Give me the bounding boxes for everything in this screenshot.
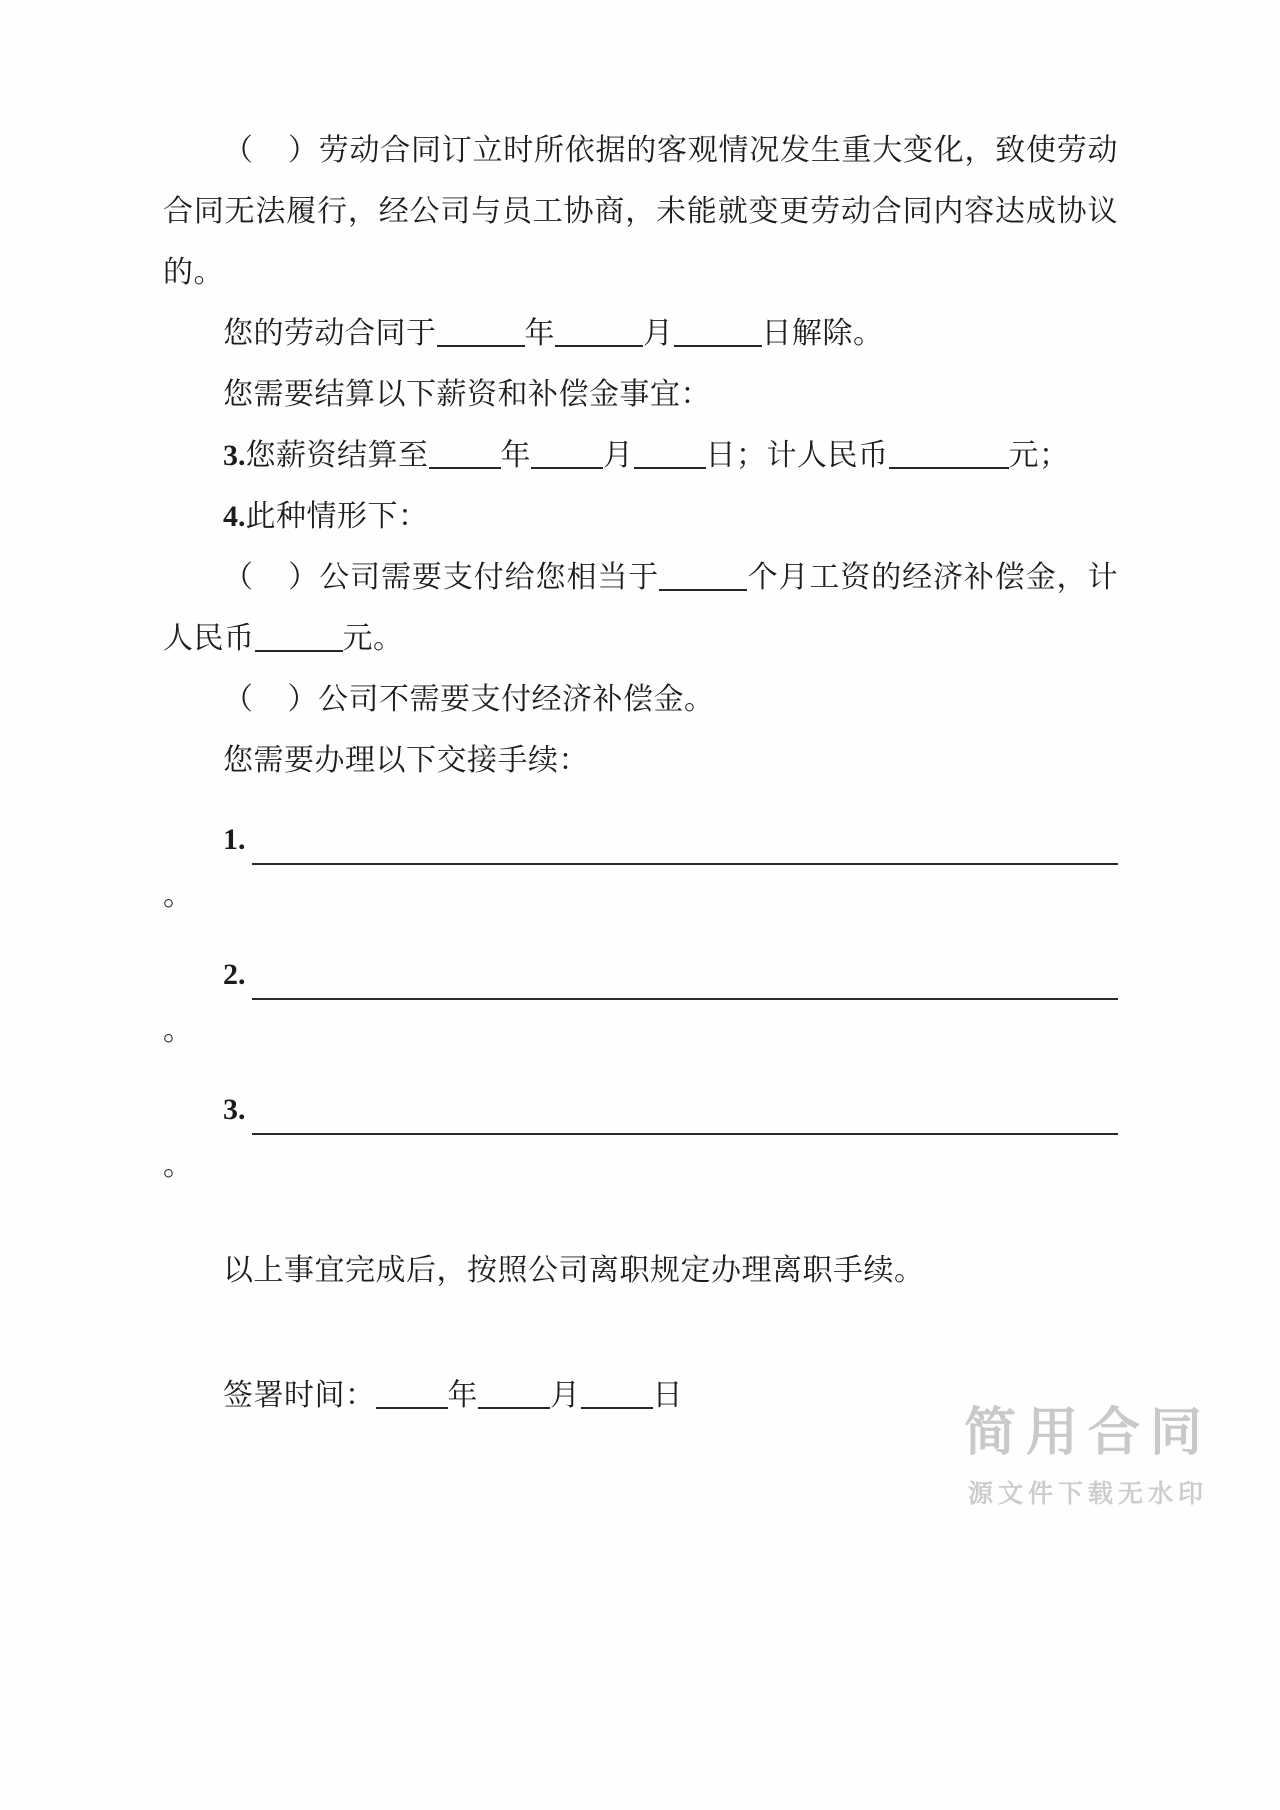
spacer (163, 1301, 1118, 1365)
termination-month-blank[interactable] (555, 318, 643, 347)
paragraph-clause-objective-change (163, 120, 1118, 303)
unit-day-suffix: 日解除。 (761, 317, 884, 350)
termination-day-blank[interactable] (674, 318, 762, 347)
handover-period-2: 。 (163, 1014, 193, 1047)
signature-label: 签署时间： (223, 1379, 376, 1412)
compensation-lead: 公司需要支付给您相当于 (319, 561, 660, 594)
paragraph-salary-settlement (163, 425, 1118, 486)
compensation-months-blank[interactable] (659, 562, 747, 591)
termination-year-blank[interactable] (437, 318, 525, 347)
signature-unit-day: 日 (652, 1379, 683, 1412)
salary-amount-lead: 日；计人民币 (705, 439, 889, 472)
unit-month: 月 (643, 317, 674, 350)
handover-item-1[interactable] (163, 815, 1118, 865)
handover-input-1[interactable] (252, 825, 1119, 865)
salary-day-blank[interactable] (634, 440, 706, 469)
paragraph-closing: 以上事宜完成后，按照公司离职规定办理离职手续。 (223, 1254, 925, 1287)
signature-year-blank[interactable] (376, 1380, 448, 1409)
handover-index-2: 2. (223, 958, 246, 991)
watermark (964, 1403, 1212, 1510)
list-number-3: 3. (223, 439, 246, 472)
salary-settlement-lead: 您薪资结算至 (245, 439, 429, 472)
document-body (163, 120, 1118, 1426)
handover-input-2[interactable] (252, 960, 1119, 1000)
salary-year-blank[interactable] (429, 440, 501, 469)
list-number-4: 4. (223, 500, 246, 533)
paragraph-settlement-intro: 您需要结算以下薪资和补偿金事宜： (223, 378, 711, 411)
compensation-amount-blank[interactable] (255, 623, 343, 652)
paren-close: ） (287, 134, 319, 167)
handover-input-3[interactable] (252, 1095, 1119, 1135)
signature-unit-month: 月 (550, 1379, 581, 1412)
watermark-brand: 简用合同 (963, 1403, 1212, 1462)
paragraph-compensation-payable (163, 547, 1118, 669)
handover-period-1: 。 (163, 879, 193, 912)
signature-month-blank[interactable] (478, 1380, 550, 1409)
unit-year: 年 (524, 317, 555, 350)
salary-unit-month: 月 (603, 439, 634, 472)
paren-open: （ (223, 134, 254, 167)
compensation-unit: 元。 (342, 622, 404, 655)
spacer (163, 791, 1118, 815)
clause-text: 劳动合同订立时所依据的客观情况发生重大变化，致使劳动合同无法履行，经公司与员工协商，未能就变更劳动合同内容达成协议的。 (163, 134, 1118, 289)
spacer (163, 1061, 1118, 1085)
case-intro-text: 此种情形下： (245, 500, 429, 533)
paren-close: ） (287, 561, 320, 594)
salary-amount-blank[interactable] (889, 440, 1009, 469)
paren-close: ） (287, 683, 318, 716)
paren-open: （ (223, 561, 254, 594)
signature-day-blank[interactable] (581, 1380, 653, 1409)
handover-index-1: 1. (223, 823, 246, 856)
handover-item-3[interactable] (163, 1085, 1118, 1135)
handover-index-3: 3. (223, 1093, 246, 1126)
handover-item-2[interactable] (163, 950, 1118, 1000)
salary-unit-year: 年 (500, 439, 531, 472)
watermark-subtitle: 源文件下载无水印 (967, 1480, 1208, 1508)
spacer (163, 926, 1118, 950)
termination-date-lead: 您的劳动合同于 (223, 317, 437, 350)
paragraph-compensation-not-payable (163, 669, 1118, 730)
handover-period-3: 。 (163, 1149, 193, 1182)
compensation-mid: 个月工资的经济补偿金，计人民币 (163, 561, 1119, 655)
paragraph-termination-date (163, 303, 1118, 364)
salary-amount-unit: 元； (1008, 439, 1070, 472)
paragraph-case-intro (163, 486, 1118, 547)
paren-open: （ (223, 683, 254, 716)
compensation-none-text: 公司不需要支付经济补偿金。 (318, 683, 715, 716)
spacer (163, 1196, 1118, 1240)
paragraph-handover-intro: 您需要办理以下交接手续： (223, 744, 589, 777)
signature-unit-year: 年 (447, 1379, 478, 1412)
salary-month-blank[interactable] (531, 440, 603, 469)
